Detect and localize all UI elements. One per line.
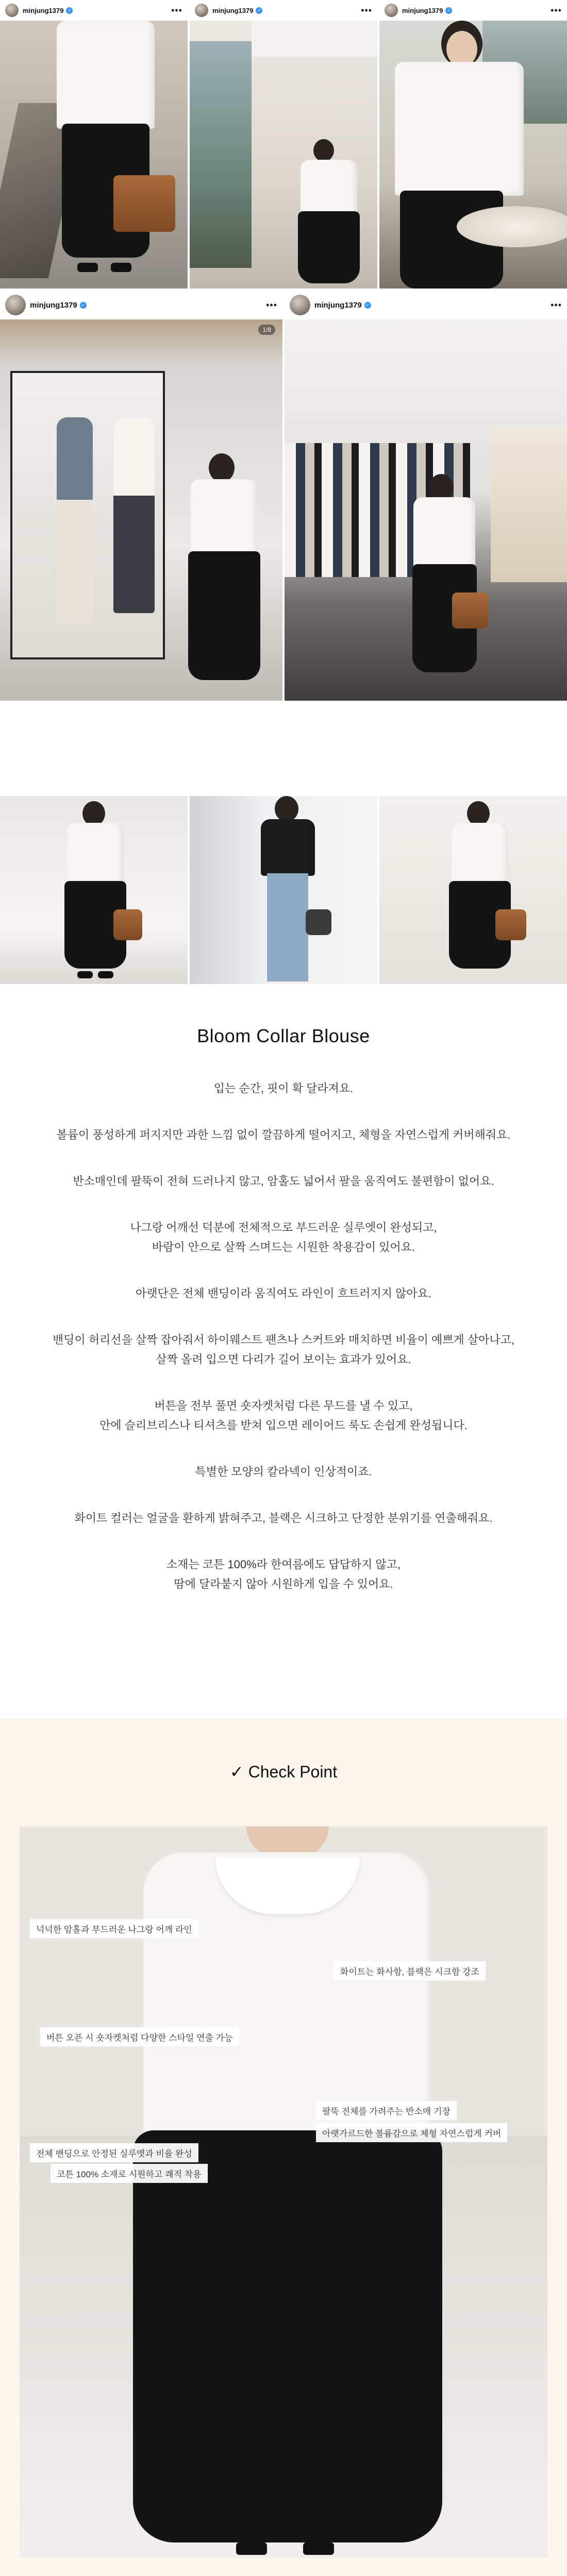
description-line: 화이트 컬러는 얼굴을 환하게 밝혀주고, 블랙은 시크하고 단정한 분위기를 연출해줘요. [74, 1512, 493, 1524]
model-figure [57, 801, 134, 981]
more-options-icon[interactable]: ••• [551, 299, 562, 310]
model-photo-strip [0, 796, 567, 984]
model-figure [180, 453, 268, 690]
description-line: 입는 순간, 핏이 확 달라져요. [213, 1082, 354, 1095]
avatar[interactable] [385, 4, 398, 17]
description-line: 소재는 코튼 100%라 한여름에도 답답하지 않고, [166, 1558, 401, 1571]
description-paragraph [0, 1079, 567, 1098]
description-line: 버튼을 전부 풀면 숏자켓처럼 다른 무드를 낼 수 있고, [154, 1399, 413, 1412]
post-photo [285, 319, 567, 701]
username[interactable]: minjung1379 [212, 6, 254, 14]
description-paragraph [0, 1555, 567, 1594]
instagram-post-grid [0, 0, 567, 701]
username[interactable]: minjung1379 [402, 6, 443, 14]
description-paragraph [0, 1284, 567, 1303]
description-line: 살짝 올려 입으면 다리가 길어 보이는 효과가 있어요. [156, 1353, 411, 1366]
product-title: Bloom Collar Blouse [197, 1025, 370, 1046]
avatar[interactable] [195, 4, 208, 17]
post-photo [379, 21, 567, 289]
instagram-post[interactable] [285, 291, 567, 701]
username[interactable]: minjung1379 [30, 300, 77, 310]
verified-badge-icon: ✓ [256, 7, 262, 14]
model-figure [46, 21, 175, 289]
model-figure [403, 474, 486, 690]
model-figure [293, 139, 365, 283]
description-line: 볼륨이 풍성하게 퍼지지만 과한 느낌 없이 깔끔하게 떨어지고, 체형을 자연스럽게 커버해줘요. [56, 1128, 511, 1141]
feature-tag: 코튼 100% 소재로 시원하고 쾌적 착용 [51, 2164, 208, 2183]
post-header [379, 0, 567, 21]
window-view [190, 41, 252, 268]
post-photo [0, 319, 282, 701]
shelf-wall [491, 428, 567, 582]
check-point-section [0, 1718, 567, 2576]
description-line: 안에 슬리브리스나 티셔츠를 받쳐 입으면 레이어드 룩도 손쉽게 완성됩니다. [99, 1419, 468, 1432]
post-photo [0, 21, 188, 289]
description-line: 나그랑 어깨선 덕분에 전체적으로 부드러운 실루엣이 완성되고, [130, 1221, 437, 1234]
description-paragraphs [0, 1079, 567, 1594]
description-paragraph [0, 1125, 567, 1145]
description-line: 밴딩이 허리선을 살짝 잡아줘서 하이웨스트 팬츠나 스커트와 매치하면 비율이 예쁘게 살아나고, [52, 1333, 515, 1346]
mannequin [57, 417, 93, 623]
model-figure [441, 801, 519, 981]
model-figure [385, 21, 529, 289]
avatar[interactable] [5, 4, 19, 17]
description-paragraph [0, 1172, 567, 1191]
feature-tag: 버튼 오픈 시 숏자켓처럼 다양한 스타일 연출 가능 [40, 2027, 239, 2046]
description-paragraph [0, 1218, 567, 1257]
ceiling [252, 21, 377, 57]
instagram-post[interactable] [379, 0, 567, 289]
description-paragraph [0, 1396, 567, 1435]
model-photo [379, 796, 567, 984]
description-line: 땀에 달라붙지 않아 시원하게 입을 수 있어요. [174, 1578, 393, 1590]
post-header [0, 291, 282, 319]
model-photo [190, 796, 377, 984]
feature-tag: 아랫가르드한 볼륨감으로 체형 자연스럽게 커버 [316, 2123, 507, 2142]
description-line: 특별한 모양의 칼라넥이 인상적이죠. [195, 1465, 372, 1478]
post-photo [190, 21, 377, 289]
feature-tag: 전체 밴딩으로 안정된 실루엣과 비율 완성 [30, 2143, 198, 2162]
model-photo [0, 796, 188, 984]
description-paragraph [0, 1509, 567, 1528]
product-description [0, 1025, 567, 1621]
verified-badge-icon: ✓ [66, 7, 73, 14]
check-point-photo [20, 1826, 547, 2558]
carousel-counter: 1/8 [258, 325, 275, 335]
instagram-post[interactable] [0, 291, 282, 701]
model-figure [252, 796, 324, 984]
post-header [285, 291, 567, 319]
check-point-title: ✓ Check Point [229, 1762, 338, 1781]
post-header [190, 0, 377, 21]
more-options-icon[interactable]: ••• [171, 5, 182, 15]
mannequin [113, 417, 155, 613]
verified-badge-icon: ✓ [364, 302, 371, 309]
feature-tag: 팔뚝 전체를 가려주는 반소매 기장 [316, 2101, 457, 2120]
feature-tag: 넉넉한 암홀과 부드러운 나그랑 어깨 라인 [30, 1919, 198, 1938]
description-line: 아랫단은 전체 밴딩이라 움직여도 라인이 흐트러지지 않아요. [135, 1287, 432, 1300]
instagram-post[interactable] [190, 0, 377, 289]
description-paragraph [0, 1462, 567, 1482]
more-options-icon[interactable]: ••• [551, 5, 562, 15]
description-line: 바람이 안으로 살짝 스며드는 시원한 착용감이 있어요. [152, 1241, 415, 1253]
feature-tag: 화이트는 화사함, 블랙은 시크함 강조 [334, 1961, 486, 1980]
verified-badge-icon: ✓ [445, 7, 452, 14]
avatar[interactable] [290, 295, 310, 315]
description-paragraph [0, 1330, 567, 1369]
avatar[interactable] [5, 295, 26, 315]
more-options-icon[interactable]: ••• [266, 299, 277, 310]
cafe-table [457, 206, 567, 247]
username[interactable]: minjung1379 [23, 6, 64, 14]
post-header [0, 0, 188, 21]
description-line: 반소매인데 팔뚝이 전혀 드러나지 않고, 암홀도 넓어서 팔을 움직여도 불편함이 없어요. [73, 1175, 494, 1188]
more-options-icon[interactable]: ••• [361, 5, 372, 15]
instagram-post[interactable] [0, 0, 188, 289]
username[interactable]: minjung1379 [314, 300, 362, 310]
verified-badge-icon: ✓ [80, 302, 87, 309]
